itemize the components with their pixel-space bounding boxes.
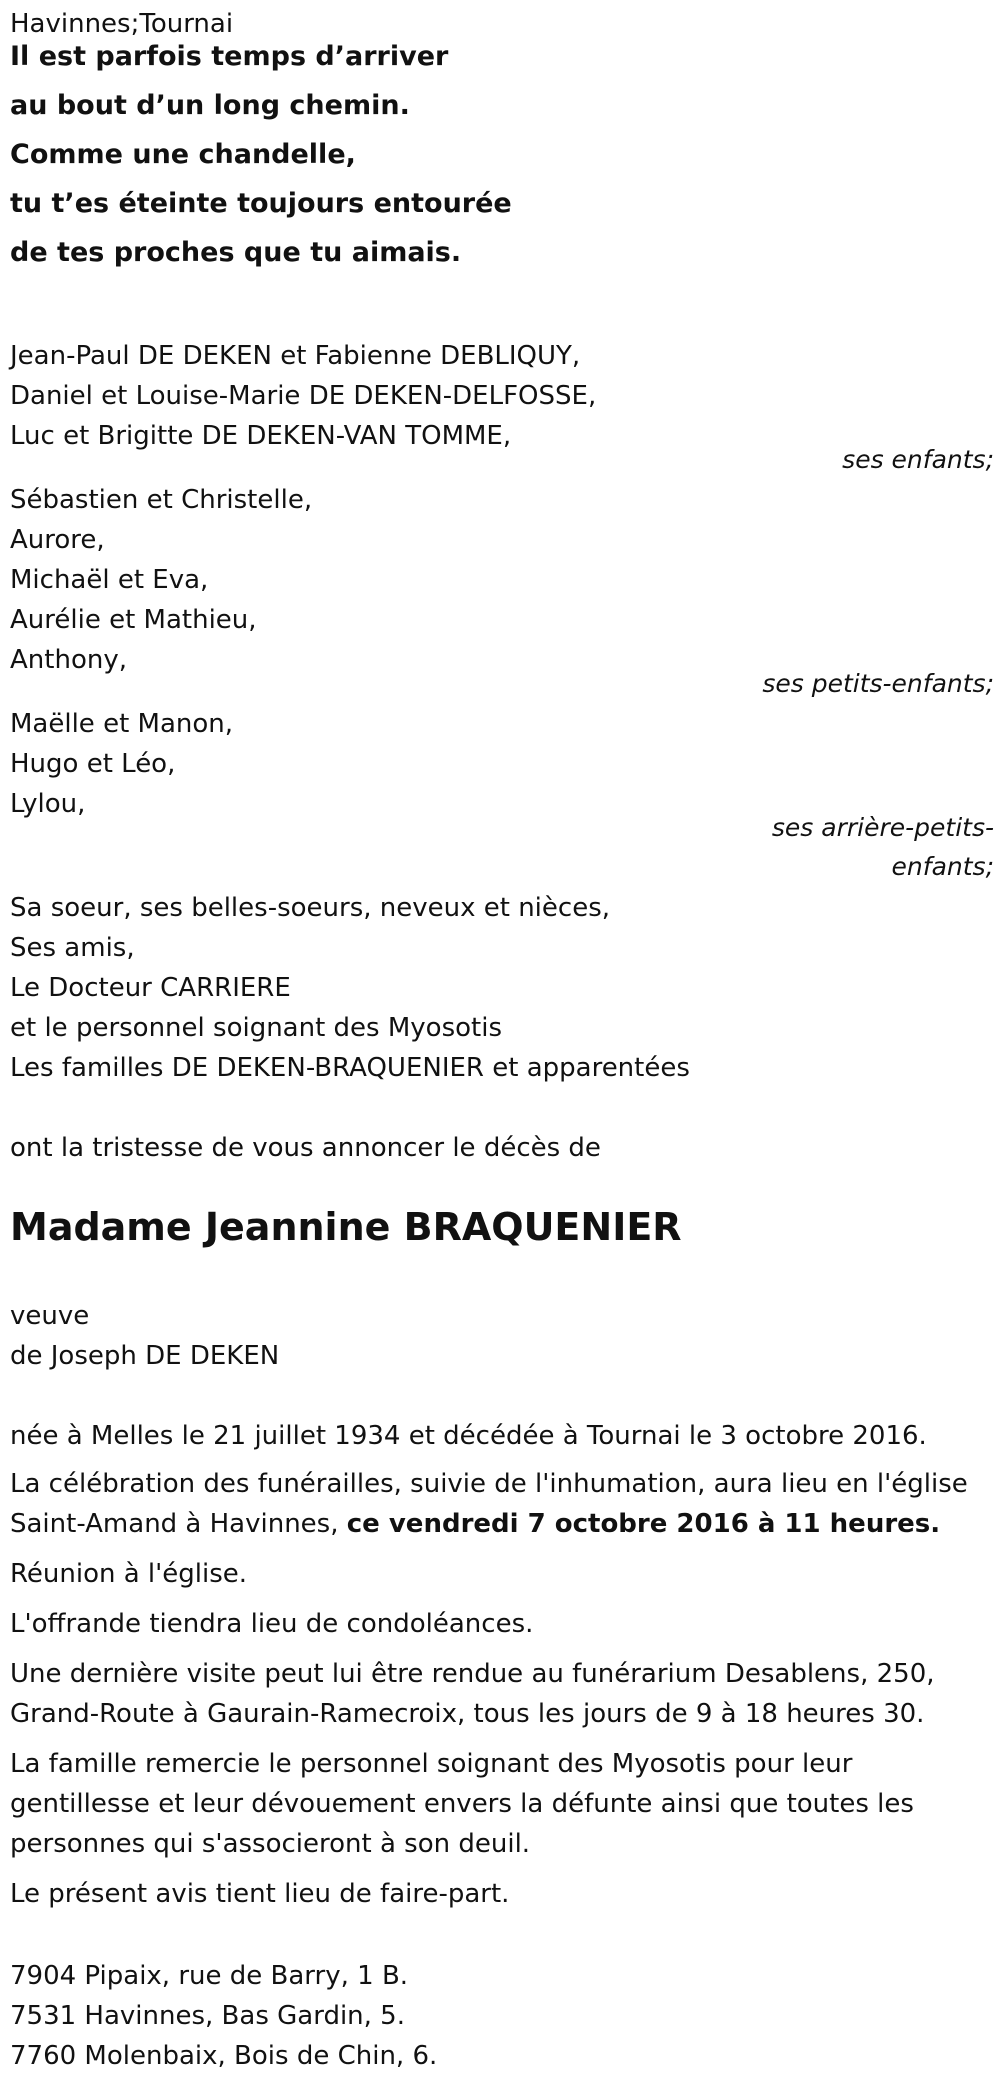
visit-text: Grand-Route à Gaurain-Ramecroix, tous les jours de 9 à 18 heures 30. (10, 1699, 925, 1729)
meeting-note: Réunion à l'église. (10, 1559, 248, 1589)
child-name: Daniel et Louise-Marie DE DEKEN-DELFOSSE, (10, 381, 597, 411)
poem-line: Comme une chandelle, (10, 139, 356, 170)
ceremony-datetime: ce vendredi 7 octobre 2016 à 11 heures. (346, 1509, 941, 1539)
ceremony-text: La célébration des funérailles, suivie de l'inhumation, aura lieu en l'église (10, 1469, 968, 1499)
thanks-text: La famille remercie le personnel soignant des Myosotis pour leur (10, 1749, 853, 1779)
deceased-name: Madame Jeannine BRAQUENIER (10, 1205, 682, 1249)
thanks-text: personnes qui s'associeront à son deuil. (10, 1829, 531, 1859)
children-role: ses enfants; (842, 445, 994, 474)
grandchild-name: Aurore, (10, 525, 105, 555)
spouse-name: de Joseph DE DEKEN (10, 1341, 280, 1371)
widow-label: veuve (10, 1301, 90, 1331)
ceremony-place: Saint-Amand à Havinnes, (10, 1509, 347, 1539)
grandchild-name: Michaël et Eva, (10, 565, 209, 595)
thanks-text: gentillesse et leur dévouement envers la défunte ainsi que toutes les (10, 1789, 914, 1819)
mourner-line: Les familles DE DEKEN-BRAQUENIER et apparentées (10, 1053, 690, 1083)
visit-text: Une dernière visite peut lui être rendue au funérarium Desablens, 250, (10, 1659, 935, 1689)
offering-note: L'offrande tiendra lieu de condoléances. (10, 1609, 534, 1639)
grandchild-name: Aurélie et Mathieu, (10, 605, 257, 635)
grandchild-name: Anthony, (10, 645, 127, 675)
address-line: 7904 Pipaix, rue de Barry, 1 B. (10, 1961, 409, 1991)
mourner-line: et le personnel soignant des Myosotis (10, 1013, 503, 1043)
birth-death: née à Melles le 21 juillet 1934 et décédée à Tournai le 3 octobre 2016. (10, 1421, 927, 1451)
poem-line: Il est parfois temps d’arriver (10, 41, 449, 72)
child-name: Jean-Paul DE DEKEN et Fabienne DEBLIQUY, (10, 341, 581, 371)
grandchild-name: Sébastien et Christelle, (10, 485, 313, 515)
announcement: ont la tristesse de vous annoncer le décès de (10, 1133, 601, 1163)
poem-line: tu t’es éteinte toujours entourée (10, 188, 512, 219)
mourner-line: Sa soeur, ses belles-soeurs, neveux et nièces, (10, 893, 611, 923)
great-grandchild-name: Maëlle et Manon, (10, 709, 234, 739)
great-grandchildren-role: ses arrière-petits- (771, 813, 994, 842)
grandchildren-role: ses petits-enfants; (762, 669, 994, 698)
mourner-line: Ses amis, (10, 933, 135, 963)
child-name: Luc et Brigitte DE DEKEN-VAN TOMME, (10, 421, 512, 451)
great-grandchildren-role: enfants; (891, 852, 994, 881)
notice-text: Le présent avis tient lieu de faire-part. (10, 1879, 510, 1909)
mourner-line: Le Docteur CARRIERE (10, 973, 291, 1003)
poem-line: de tes proches que tu aimais. (10, 237, 462, 268)
great-grandchild-name: Hugo et Léo, (10, 749, 176, 779)
great-grandchild-name: Lylou, (10, 789, 86, 819)
location-header: Havinnes;Tournai (10, 9, 234, 39)
ceremony-text (10, 1504, 940, 1544)
address-line: 7760 Molenbaix, Bois de Chin, 6. (10, 2041, 438, 2071)
poem-line: au bout d’un long chemin. (10, 90, 410, 121)
address-line: 7531 Havinnes, Bas Gardin, 5. (10, 2001, 405, 2031)
